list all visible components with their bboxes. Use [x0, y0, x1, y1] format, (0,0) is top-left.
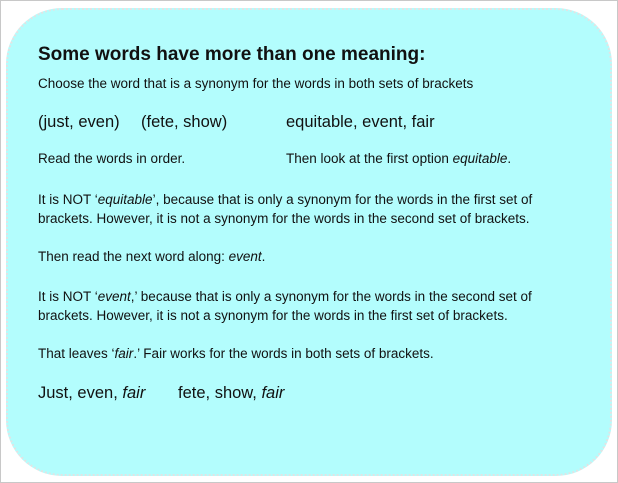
- event-line-2: brackets. However, it is not a synonym for the words in the first set of brackets.: [38, 308, 508, 323]
- example-bracket-2: (fete, show): [141, 113, 228, 131]
- heading: [38, 42, 425, 68]
- heading-colon: :: [419, 44, 426, 65]
- next-word-prefix: Then read the next word along:: [38, 249, 229, 264]
- heading-text: Some words have more than one meaning: [38, 44, 420, 65]
- answer-group-2: [178, 382, 284, 404]
- leaves-prefix: That leaves ‘: [38, 346, 115, 361]
- answer-group-2-word: fair: [261, 384, 285, 402]
- answer-group-1: [38, 382, 145, 404]
- first-option-prefix: Then look at the first option: [286, 151, 453, 166]
- read-order-text: Read the words in order.: [38, 151, 186, 166]
- equitable-line-1-prefix: It is NOT ‘: [38, 192, 98, 207]
- event-line-1-suffix: ,’ because that is only a synonym for the words in the second set of: [130, 289, 532, 304]
- example-options: equitable, event, fair: [286, 113, 435, 131]
- leaves-text: [38, 344, 434, 363]
- equitable-line-2: brackets. However, it is not a synonym for the words in the second set of brackets.: [38, 211, 530, 226]
- answer-group-1-prefix: Just, even,: [38, 384, 123, 402]
- equitable-line-1: [38, 190, 532, 209]
- event-word: event: [97, 289, 131, 304]
- leaves-suffix: .’ Fair works for the words in both sets of brackets.: [133, 346, 434, 361]
- first-option-word: equitable: [452, 151, 508, 166]
- answer-group-2-prefix: fete, show,: [178, 384, 262, 402]
- instruction-text: Choose the word that is a synonym for the words in both sets of brackets: [38, 76, 474, 91]
- first-option-text: [286, 149, 511, 168]
- next-word-word: event: [228, 249, 262, 264]
- first-option-suffix: .: [507, 151, 512, 166]
- answer-group-1-word: fair: [122, 384, 146, 402]
- equitable-line-1-suffix: ’, because that is only a synonym for the words in the first set of: [152, 192, 533, 207]
- equitable-word: equitable: [97, 192, 153, 207]
- equitable-paragraph: [38, 190, 532, 228]
- leaves-word: fair: [114, 346, 134, 361]
- event-line-1-prefix: It is NOT ‘: [38, 289, 98, 304]
- event-line-1: [38, 287, 532, 306]
- event-paragraph: [38, 287, 532, 325]
- example-bracket-1: (just, even): [38, 113, 120, 131]
- next-word-suffix: .: [261, 249, 266, 264]
- next-word-text: [38, 247, 265, 266]
